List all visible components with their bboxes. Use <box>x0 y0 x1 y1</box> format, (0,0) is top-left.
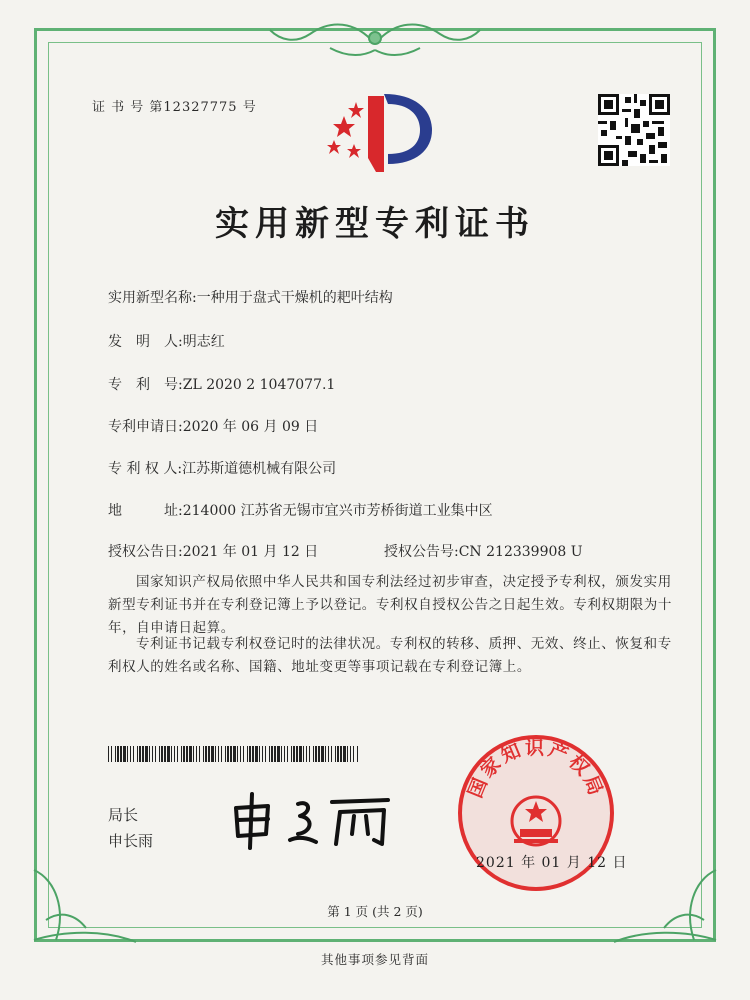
patent-number-row <box>108 374 335 394</box>
grant-date-value: 2021 年 01 月 12 日 <box>182 544 319 560</box>
filing-date-label: 专利申请日: <box>108 419 183 435</box>
grant-date-row <box>108 541 318 561</box>
grant-number-label: 授权公告号: <box>384 544 459 560</box>
seal-text: 国家知识产权局 <box>464 737 608 802</box>
patent-number-label: 专 利 号: <box>108 377 183 393</box>
director-signature <box>228 790 398 850</box>
patent-number-value: ZL 2020 2 1047077.1 <box>182 377 336 393</box>
address-label: 地 址: <box>108 503 183 519</box>
certificate-title: 实用新型专利证书 <box>215 204 535 244</box>
certificate-number: 证 书 号 第12327775 号 <box>92 100 257 115</box>
patent-holder-label: 专 利 权 人: <box>108 461 183 477</box>
grant-date-label: 授权公告日: <box>108 544 183 560</box>
barcode <box>108 746 360 762</box>
utility-model-name-value: 一种用于盘式干燥机的耙叶结构 <box>196 290 393 306</box>
inventor-value: 明志红 <box>182 334 225 350</box>
patent-holder-value: 江苏斯道德机械有限公司 <box>182 461 337 477</box>
utility-model-name-row <box>108 287 393 307</box>
page-number: 第 1 页 (共 2 页) <box>327 904 423 919</box>
footer-note: 其他事项参见背面 <box>320 952 429 967</box>
director-title: 局长 <box>108 806 139 824</box>
address-row <box>108 500 493 520</box>
inventor-label: 发 明 人: <box>108 334 183 350</box>
utility-model-name-label: 实用新型名称: <box>108 290 197 306</box>
inventor-row <box>108 331 225 351</box>
top-ornament <box>250 14 500 62</box>
grant-number-value: CN 212339908 U <box>458 544 583 560</box>
director-name: 申长雨 <box>108 832 154 850</box>
seal-date: 2021 年 01 月 12 日 <box>476 855 628 871</box>
address-value: 214000 江苏省无锡市宜兴市芳桥街道工业集中区 <box>182 503 493 519</box>
body-paragraph-1: 国家知识产权局依照中华人民共和国专利法经过初步审查，决定授予专利权，颁发实用新型专利证书并在专利登记簿上予以登记。专利权自授权公告之日起生效。专利权期限为十年，自申请日起算。 <box>108 574 672 636</box>
patent-holder-row <box>108 458 336 478</box>
grant-number-row <box>384 541 583 561</box>
qr-code <box>598 94 670 166</box>
filing-date-row <box>108 416 318 436</box>
patent-office-logo-icon <box>320 88 440 176</box>
body-paragraph-2: 专利证书记载专利权登记时的法律状况。专利权的转移、质押、无效、终止、恢复和专利权人的姓名或名称、国籍、地址变更等事项记载在专利登记簿上。 <box>108 636 672 675</box>
filing-date-value: 2020 年 06 月 09 日 <box>182 419 319 435</box>
